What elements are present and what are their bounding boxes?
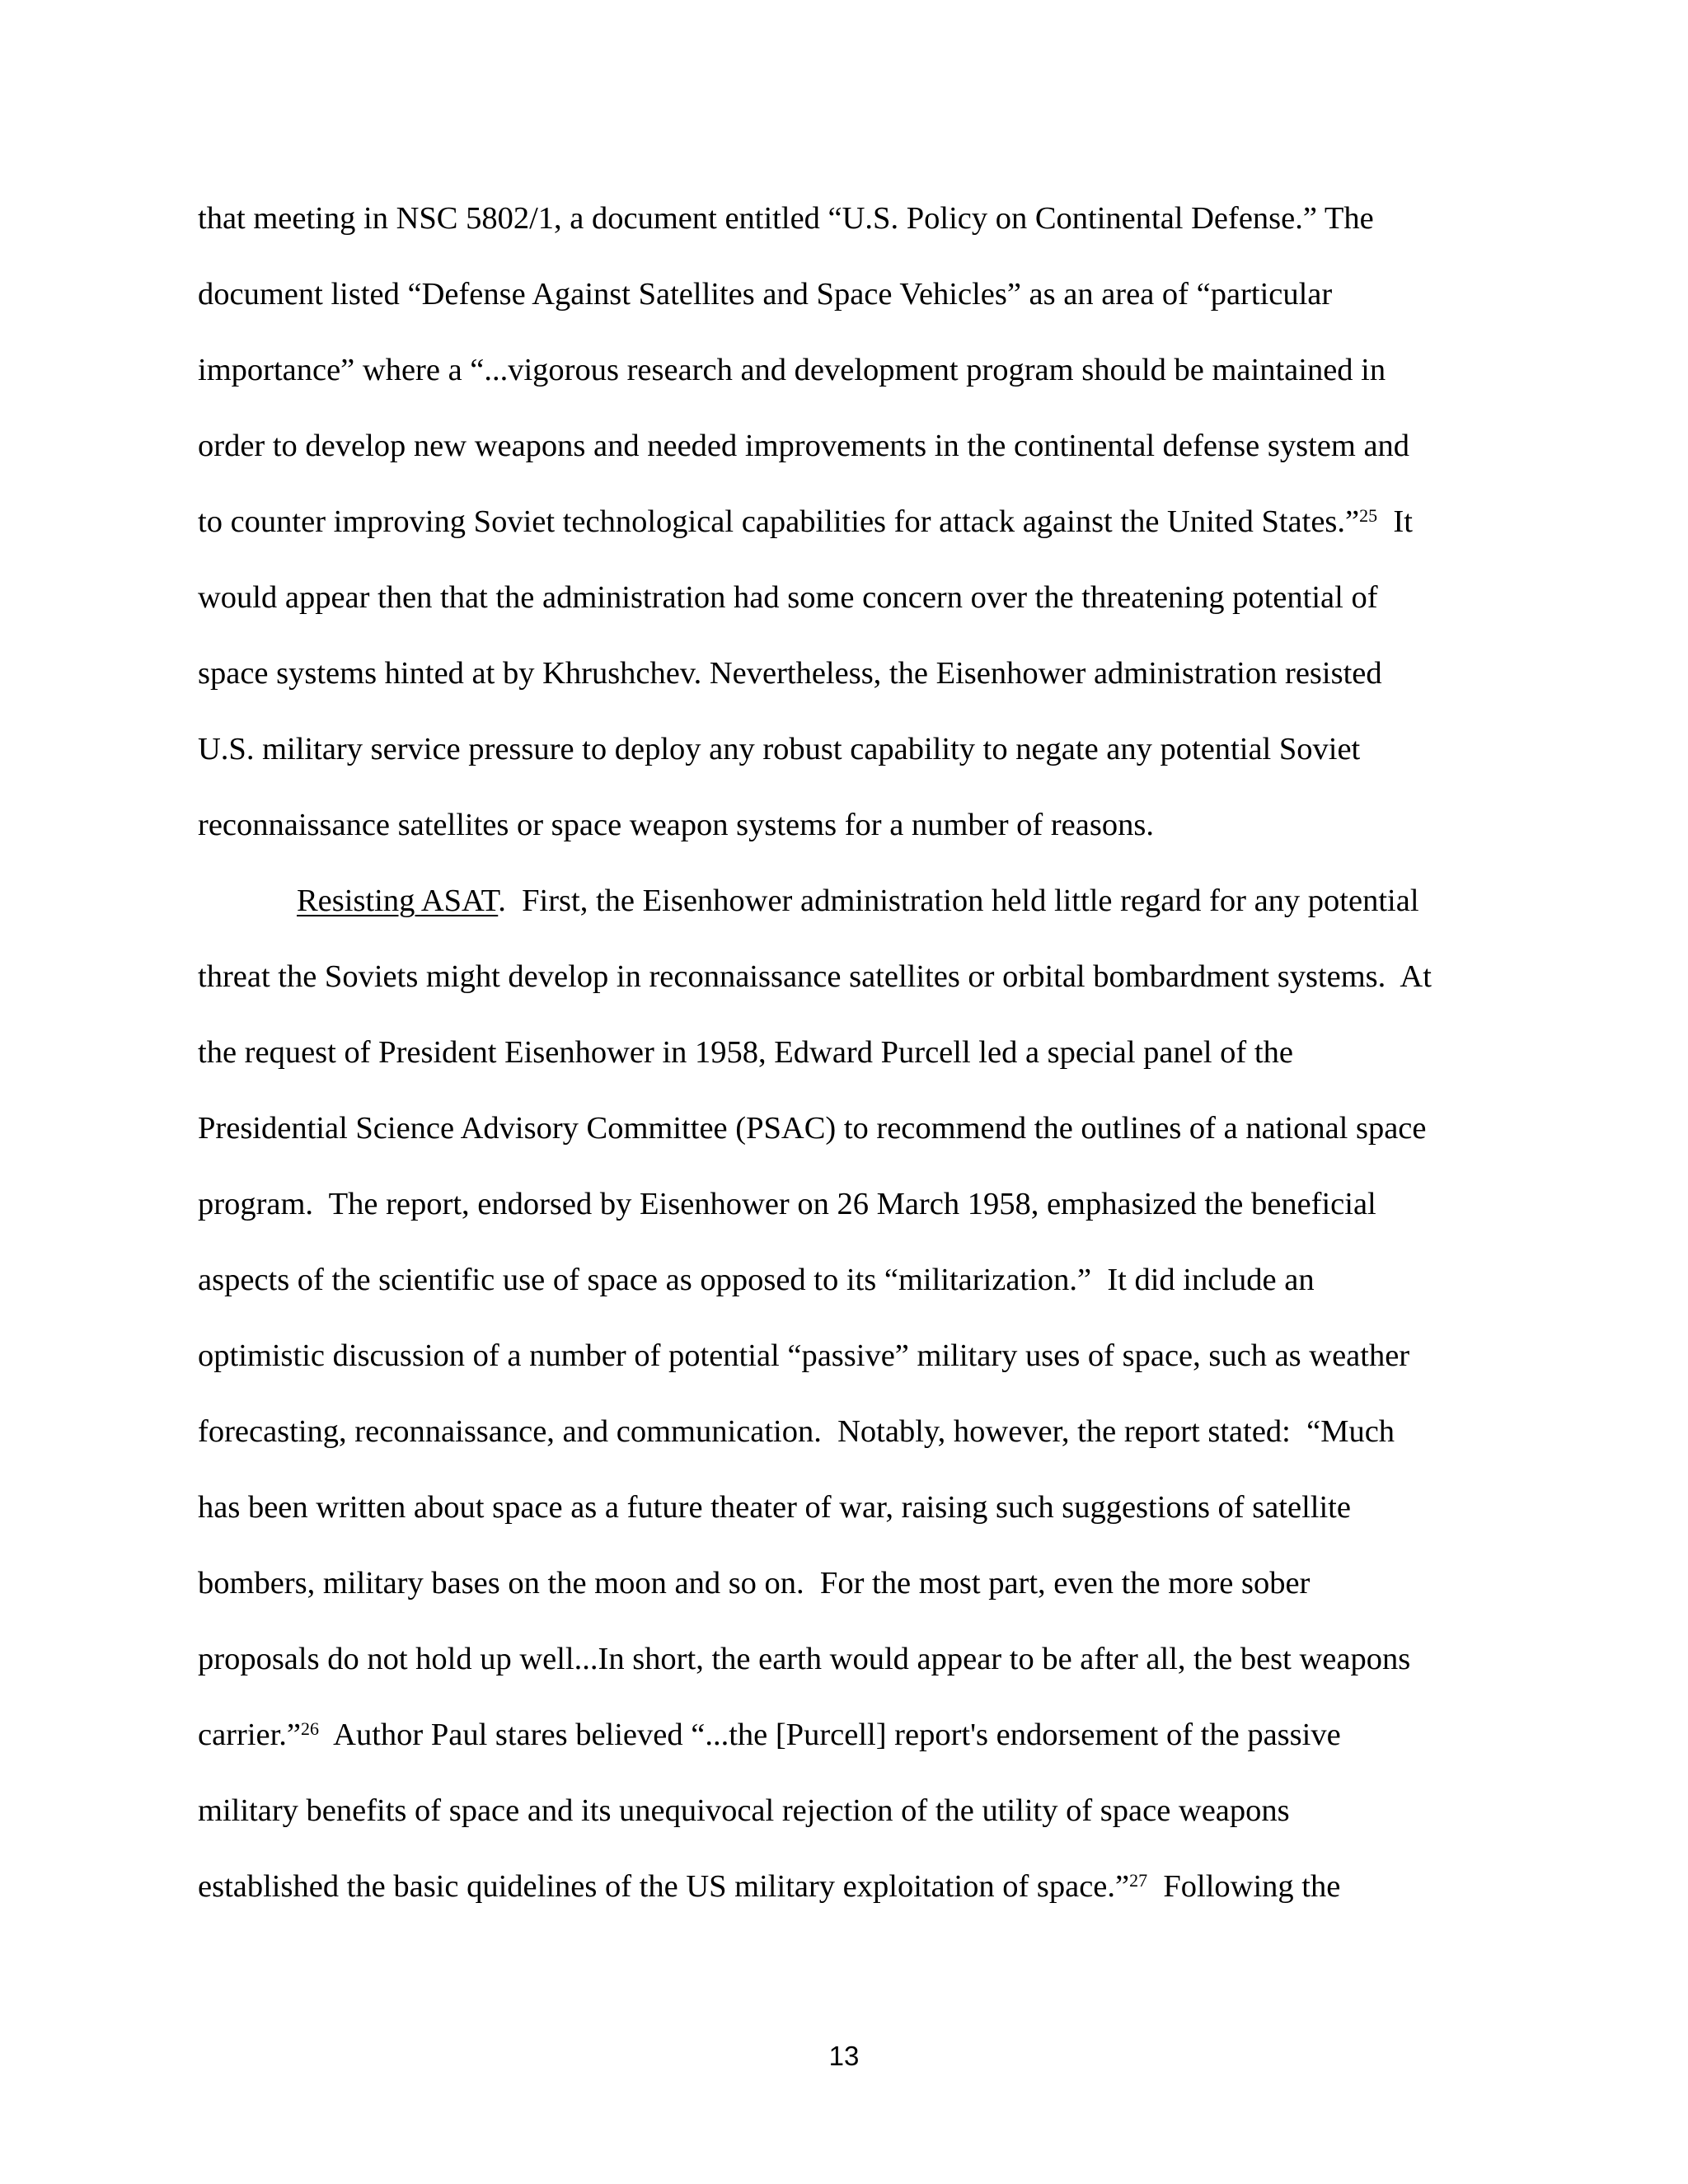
- section-heading: Resisting ASAT: [297, 883, 499, 918]
- text-line: U.S. military service pressure to deploy any robust capability to negate any potential Soviet: [198, 732, 1361, 766]
- text-segment: Following the: [1147, 1869, 1341, 1904]
- text-segment: to counter improving Soviet technological capabilities for attack against the United States.”: [198, 504, 1360, 539]
- text-line: program. The report, endorsed by Eisenhower on 26 March 1958, emphasized the beneficial: [198, 1187, 1376, 1221]
- body-text: [198, 180, 1533, 1924]
- footnote-marker: 25: [1359, 505, 1378, 527]
- text-line: aspects of the scientific use of space as opposed to its “militarization.” It did include an: [198, 1263, 1315, 1297]
- text-line: [198, 484, 1533, 560]
- text-line: proposals do not hold up well...In short, the earth would appear to be after all, the best weapons: [198, 1642, 1411, 1676]
- page-number: 13: [828, 2041, 860, 2071]
- text-line: the request of President Eisenhower in 1958, Edward Purcell led a special panel of the: [198, 1035, 1293, 1070]
- text-line: document listed “Defense Against Satellites and Space Vehicles” as an area of “particular: [198, 277, 1333, 312]
- text-line: importance” where a “...vigorous research and development program should be maintained in: [198, 353, 1386, 387]
- text-line: would appear then that the administration had some concern over the threatening potential of: [198, 580, 1378, 615]
- text-line: [198, 1697, 1533, 1773]
- text-segment: . First, the Eisenhower administration held little regard for any potential: [498, 883, 1419, 918]
- text-line: that meeting in NSC 5802/1, a document entitled “U.S. Policy on Continental Defense.” The: [198, 201, 1374, 236]
- text-line: Presidential Science Advisory Committee (PSAC) to recommend the outlines of a national space: [198, 1111, 1427, 1146]
- text-line: forecasting, reconnaissance, and communication. Notably, however, the report stated: “Much: [198, 1414, 1395, 1449]
- text-line: optimistic discussion of a number of potential “passive” military uses of space, such as weather: [198, 1338, 1410, 1373]
- footnote-marker: 27: [1129, 1870, 1148, 1891]
- text-segment: It: [1377, 504, 1413, 539]
- text-segment: established the basic quidelines of the US military exploitation of space.”: [198, 1869, 1130, 1904]
- text-line: threat the Soviets might develop in reconnaissance satellites or orbital bombardment systems. At: [198, 959, 1432, 994]
- text-line: reconnaissance satellites or space weapon systems for a number of reasons.: [198, 808, 1154, 842]
- text-line: bombers, military bases on the moon and so on. For the most part, even the more sober: [198, 1566, 1311, 1601]
- text-line: order to develop new weapons and needed improvements in the continental defense system and: [198, 429, 1410, 463]
- text-line: space systems hinted at by Khrushchev. Nevertheless, the Eisenhower administration resisted: [198, 656, 1382, 691]
- text-segment: Author Paul stares believed “...the [Purcell] report's endorsement of the passive: [319, 1718, 1341, 1752]
- footnote-marker: 26: [301, 1718, 320, 1740]
- text-line: has been written about space as a future theater of war, raising such suggestions of satellite: [198, 1490, 1351, 1525]
- text-segment: carrier.”: [198, 1718, 302, 1752]
- text-line: military benefits of space and its unequivocal rejection of the utility of space weapons: [198, 1793, 1290, 1828]
- text-line: [198, 863, 1533, 939]
- text-line: [198, 1849, 1533, 1924]
